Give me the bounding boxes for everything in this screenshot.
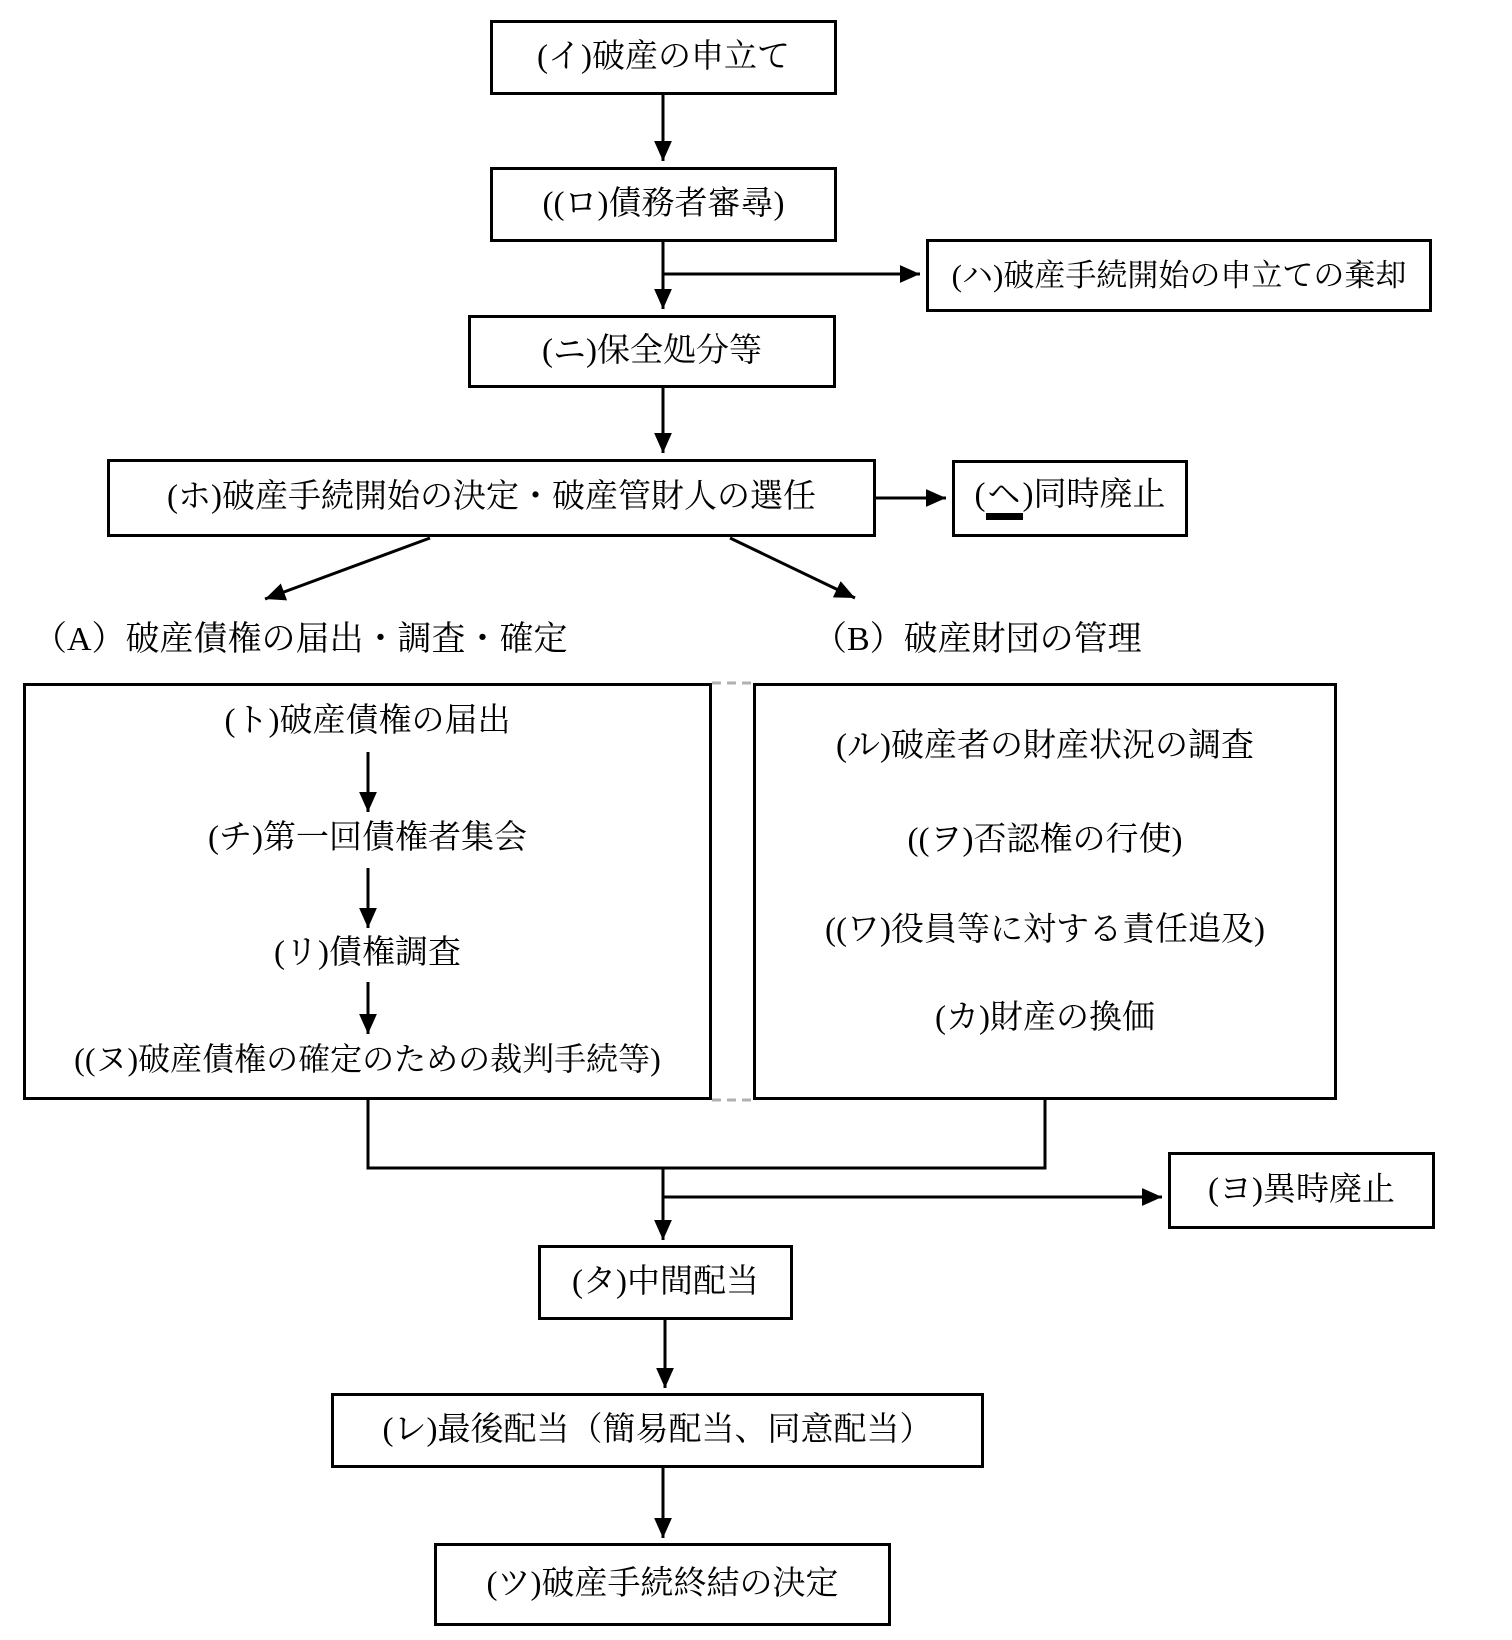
node-asset-status-investigation: (ル)破産者の財産状況の調査 bbox=[836, 728, 1254, 764]
node-commencement-decision-label: (ホ)破産手続開始の決定・破産管財人の選任 bbox=[167, 479, 816, 516]
node-petition-dismissal-label: (ハ)破産手続開始の申立ての棄却 bbox=[951, 257, 1407, 293]
node-bankruptcy-petition-label: (イ)破産の申立て bbox=[537, 38, 790, 75]
node-debtor-examination-label: ((ロ)債務者審尋) bbox=[542, 185, 785, 222]
edge-ho-to-section-a bbox=[265, 538, 430, 599]
node-final-distribution-label: (レ)最後配当（簡易配当、同意配当） bbox=[382, 1411, 933, 1448]
node-final-distribution bbox=[331, 1393, 984, 1468]
node-preservation-measures-label: (ニ)保全処分等 bbox=[542, 332, 762, 369]
node-asset-liquidation: (カ)財産の換価 bbox=[935, 1000, 1155, 1036]
node-procedure-termination-decision bbox=[434, 1543, 891, 1626]
section-a-heading: （A）破産債権の届出・調査・確定 bbox=[33, 621, 568, 658]
node-debtor-examination bbox=[490, 167, 837, 242]
he-open-paren: ( bbox=[974, 477, 986, 513]
node-officer-liability-pursuit: ((ワ)役員等に対する責任追及) bbox=[825, 912, 1265, 948]
node-subsequent-discontinuance-label: (ヨ)異時廃止 bbox=[1208, 1171, 1395, 1208]
node-simultaneous-discontinuance-label bbox=[975, 477, 1166, 520]
node-bankruptcy-petition bbox=[490, 20, 837, 95]
section-b-heading: （B）破産財団の管理 bbox=[813, 621, 1142, 658]
node-commencement-decision-trustee-appointment bbox=[107, 459, 876, 537]
node-claim-investigation: (リ)債権調査 bbox=[274, 935, 461, 971]
section-a-claims-box bbox=[23, 683, 712, 1100]
node-interim-distribution-label: (タ)中間配当 bbox=[572, 1263, 759, 1300]
node-preservation-measures bbox=[468, 315, 836, 388]
he-underlined-char: ヘ bbox=[986, 479, 1023, 520]
node-claim-filing: (ト)破産債権の届出 bbox=[224, 703, 511, 739]
node-simultaneous-discontinuance bbox=[952, 460, 1188, 537]
node-interim-distribution bbox=[538, 1245, 793, 1320]
node-claim-determination-litigation: ((ヌ)破産債権の確定のための裁判手続等) bbox=[74, 1041, 661, 1077]
node-first-creditors-meeting: (チ)第一回債権者集会 bbox=[208, 820, 527, 856]
node-subsequent-discontinuance bbox=[1168, 1152, 1435, 1229]
edge-ho-to-section-b bbox=[730, 538, 855, 598]
he-rest-label: )同時廃止 bbox=[1022, 477, 1166, 513]
node-petition-dismissal bbox=[926, 239, 1432, 312]
node-avoidance-power-exercise: ((ヲ)否認権の行使) bbox=[907, 822, 1183, 858]
node-procedure-termination-label: (ツ)破産手続終結の決定 bbox=[486, 1565, 839, 1602]
